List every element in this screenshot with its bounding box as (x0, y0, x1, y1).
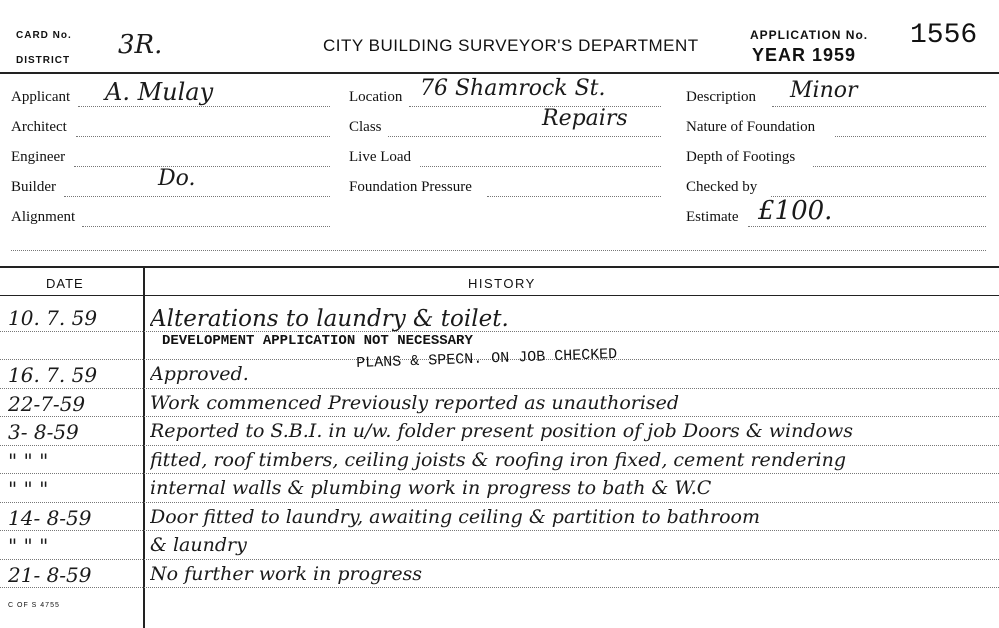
class-line (388, 136, 661, 137)
history-row-line (0, 388, 999, 389)
engineer-line (74, 166, 330, 167)
history-date: 21- 8-59 (8, 562, 92, 587)
date-column-divider (143, 266, 145, 628)
history-date: 14- 8-59 (8, 505, 92, 530)
district-value: 3R. (118, 30, 163, 60)
development-stamp: DEVELOPMENT APPLICATION NOT NECESSARY (162, 333, 473, 349)
plans-checked-stamp: PLANS & SPECN. ON JOB CHECKED (356, 345, 618, 372)
history-date: " " " (8, 448, 49, 473)
year-label: YEAR 1959 (752, 45, 857, 65)
description-line (772, 106, 986, 107)
history-entry: Alterations to laundry & toilet. (150, 306, 509, 332)
header-divider (0, 72, 999, 74)
checked-by-label: Checked by (686, 179, 758, 195)
foundation-pressure-line (487, 196, 661, 197)
location-label: Location (349, 89, 403, 105)
builder-label: Builder (11, 179, 56, 195)
history-row-line (0, 530, 999, 531)
department-title: CITY BUILDING SURVEYOR'S DEPARTMENT (323, 36, 699, 55)
history-entry: Reported to S.B.I. in u/w. folder present position of job Doors & windows (150, 420, 853, 442)
history-row-line (0, 416, 999, 417)
live-load-label: Live Load (349, 149, 412, 165)
applicant-value: A. Mulay (105, 78, 214, 106)
alignment-line (82, 226, 330, 227)
history-date: 10. 7. 59 (8, 306, 98, 330)
history-row-line (0, 559, 999, 560)
history-row-line (0, 587, 999, 588)
nature-of-foundation-line (835, 136, 986, 137)
application-number: 1556 (910, 20, 978, 51)
history-date: " " " (8, 534, 49, 558)
applicant-line (78, 106, 330, 107)
depth-of-footings-label: Depth of Footings (686, 149, 796, 165)
alignment-label: Alignment (11, 209, 76, 225)
class-value: Repairs (542, 106, 628, 131)
form-code: C OF S 4755 (8, 602, 60, 609)
history-entry: internal walls & plumbing work in progress to bath & W.C (150, 477, 712, 499)
applicant-label: Applicant (11, 89, 71, 105)
estimate-label: Estimate (686, 209, 739, 225)
description-value: Minor (790, 78, 858, 103)
history-entry: Approved. (150, 363, 249, 385)
history-entry: Door fitted to laundry, awaiting ceiling & partition to bathroom (150, 505, 760, 528)
estimate-value: £100. (758, 196, 833, 226)
extra-line (11, 250, 986, 251)
builder-line (64, 196, 330, 197)
date-column-header: DATE (46, 276, 84, 291)
foundation-pressure-label: Foundation Pressure (349, 179, 472, 195)
engineer-label: Engineer (11, 149, 66, 165)
history-date: 22-7-59 (8, 391, 86, 416)
history-column-header: HISTORY (468, 276, 536, 291)
history-top-border (0, 266, 999, 268)
history-row-line (0, 502, 999, 503)
history-header-border (0, 295, 999, 296)
history-entry: Work commenced Previously reported as unauthorised (150, 391, 680, 414)
depth-of-footings-line (813, 166, 986, 167)
description-label: Description (686, 89, 756, 105)
location-value: 76 Shamrock St. (420, 76, 606, 101)
architect-label: Architect (11, 119, 67, 135)
history-entry: No further work in progress (150, 562, 423, 585)
nature-of-foundation-label: Nature of Foundation (686, 119, 816, 135)
history-row-line (0, 473, 999, 474)
builder-value: Do. (158, 166, 196, 191)
live-load-line (420, 166, 661, 167)
history-date: 3- 8-59 (8, 420, 79, 444)
history-entry: fitted, roof timbers, ceiling joists & roofing iron fixed, cement rendering (150, 448, 847, 471)
class-label: Class (349, 119, 382, 135)
application-no-label: APPLICATION No. (750, 28, 869, 42)
history-date: " " " (8, 477, 49, 501)
district-label: DISTRICT (16, 55, 71, 66)
history-row-line (0, 445, 999, 446)
card-no-label: CARD No. (16, 30, 72, 41)
architect-line (76, 136, 330, 137)
history-date: 16. 7. 59 (8, 363, 98, 387)
history-entry: & laundry (150, 534, 247, 556)
estimate-line (748, 226, 986, 227)
